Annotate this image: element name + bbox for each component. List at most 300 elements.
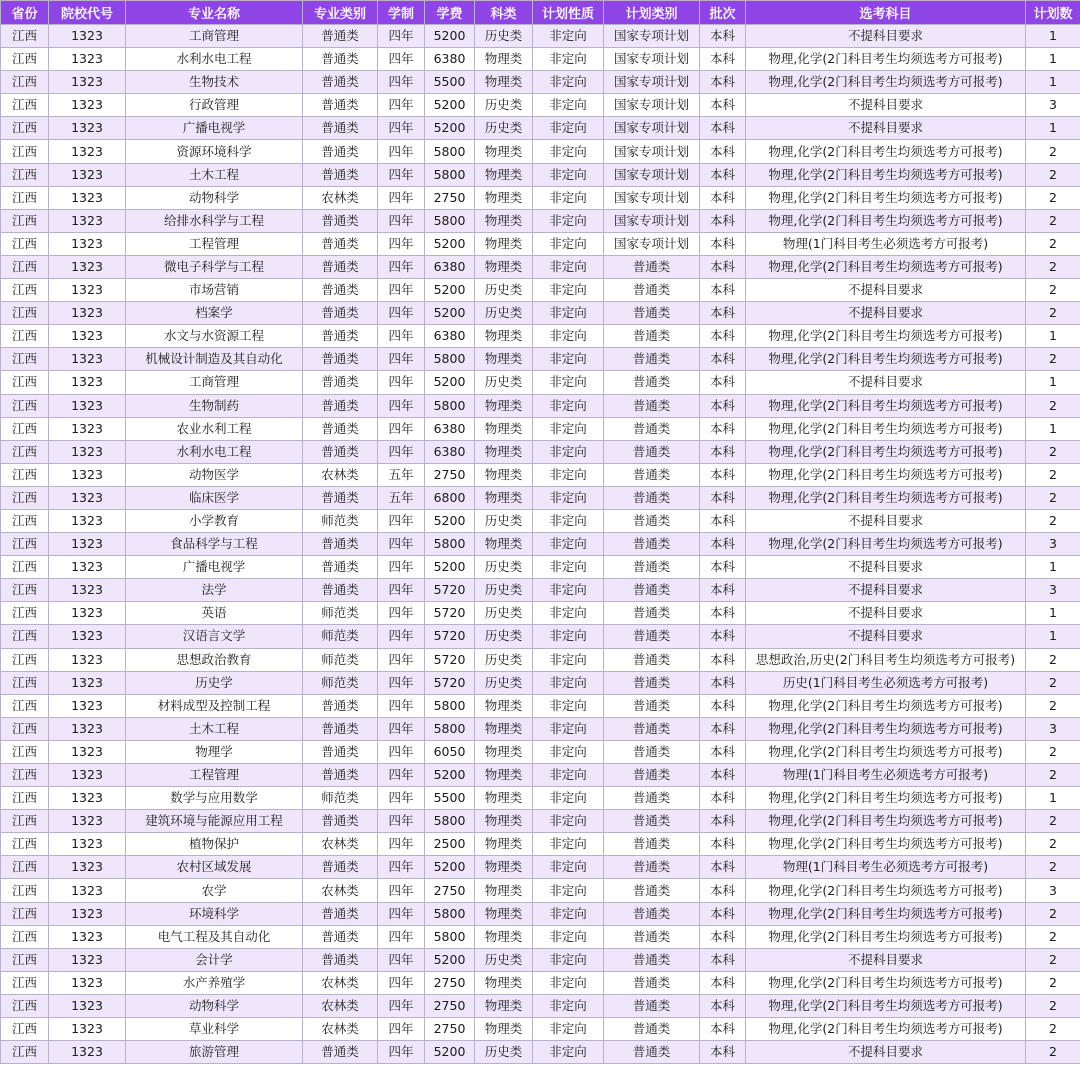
cell-major-category: 师范类 [303,602,378,625]
header-batch: 批次 [700,1,746,25]
cell-plan-type: 国家专项计划 [604,25,700,48]
table-row [1,671,1080,694]
cell-batch: 本科 [700,810,746,833]
cell-school-code: 1323 [49,117,126,140]
cell-province: 江西 [1,486,49,509]
cell-tuition: 6380 [425,255,475,278]
cell-plan-count: 2 [1026,140,1080,163]
cell-tuition: 5200 [425,856,475,879]
cell-duration: 四年 [378,348,425,371]
cell-plan-type: 普通类 [604,1041,700,1064]
cell-major-name: 英语 [126,602,303,625]
cell-plan-type: 普通类 [604,533,700,556]
table-row [1,787,1080,810]
cell-batch: 本科 [700,764,746,787]
cell-tuition: 5200 [425,117,475,140]
cell-plan-nature: 非定向 [533,787,604,810]
cell-school-code: 1323 [49,925,126,948]
cell-plan-type: 普通类 [604,463,700,486]
cell-subject-track: 物理类 [475,440,533,463]
cell-batch: 本科 [700,648,746,671]
cell-batch: 本科 [700,740,746,763]
cell-school-code: 1323 [49,48,126,71]
table-row [1,717,1080,740]
cell-plan-nature: 非定向 [533,810,604,833]
cell-duration: 四年 [378,94,425,117]
cell-plan-nature: 非定向 [533,117,604,140]
cell-province: 江西 [1,856,49,879]
cell-duration: 四年 [378,717,425,740]
cell-major-name: 农村区域发展 [126,856,303,879]
cell-duration: 四年 [378,971,425,994]
cell-subject-track: 物理类 [475,394,533,417]
cell-plan-nature: 非定向 [533,579,604,602]
cell-duration: 四年 [378,440,425,463]
cell-school-code: 1323 [49,648,126,671]
cell-batch: 本科 [700,25,746,48]
cell-plan-nature: 非定向 [533,186,604,209]
cell-batch: 本科 [700,117,746,140]
cell-tuition: 5720 [425,602,475,625]
cell-school-code: 1323 [49,810,126,833]
cell-duration: 四年 [378,302,425,325]
cell-tuition: 2750 [425,971,475,994]
cell-province: 江西 [1,371,49,394]
table-row [1,232,1080,255]
cell-subject-track: 历史类 [475,671,533,694]
cell-major-category: 农林类 [303,186,378,209]
header-major-name: 专业名称 [126,1,303,25]
cell-duration: 四年 [378,255,425,278]
cell-batch: 本科 [700,94,746,117]
cell-major-name: 广播电视学 [126,556,303,579]
cell-school-code: 1323 [49,371,126,394]
cell-required-subjects: 不提科目要求 [746,371,1026,394]
cell-major-name: 动物科学 [126,186,303,209]
cell-plan-count: 1 [1026,625,1080,648]
cell-plan-count: 3 [1026,717,1080,740]
cell-duration: 四年 [378,232,425,255]
table-row [1,879,1080,902]
cell-subject-track: 物理类 [475,163,533,186]
cell-plan-count: 2 [1026,302,1080,325]
cell-province: 江西 [1,648,49,671]
cell-plan-count: 1 [1026,371,1080,394]
cell-tuition: 5800 [425,810,475,833]
cell-major-category: 农林类 [303,971,378,994]
cell-province: 江西 [1,579,49,602]
cell-subject-track: 历史类 [475,509,533,532]
cell-required-subjects: 不提科目要求 [746,556,1026,579]
cell-tuition: 5800 [425,533,475,556]
cell-major-name: 农学 [126,879,303,902]
cell-plan-type: 普通类 [604,694,700,717]
cell-tuition: 6050 [425,740,475,763]
cell-province: 江西 [1,255,49,278]
cell-tuition: 6380 [425,440,475,463]
cell-plan-nature: 非定向 [533,371,604,394]
cell-plan-nature: 非定向 [533,671,604,694]
cell-major-category: 师范类 [303,648,378,671]
cell-required-subjects: 不提科目要求 [746,302,1026,325]
cell-duration: 四年 [378,671,425,694]
header-subject-track: 科类 [475,1,533,25]
cell-batch: 本科 [700,417,746,440]
cell-plan-type: 普通类 [604,1018,700,1041]
cell-plan-nature: 非定向 [533,232,604,255]
cell-plan-count: 3 [1026,879,1080,902]
header-plan-nature: 计划性质 [533,1,604,25]
cell-subject-track: 物理类 [475,717,533,740]
cell-plan-count: 2 [1026,925,1080,948]
cell-required-subjects: 物理,化学(2门科目考生均须选考方可报考) [746,810,1026,833]
cell-batch: 本科 [700,440,746,463]
cell-major-name: 工程管理 [126,764,303,787]
cell-major-name: 草业科学 [126,1018,303,1041]
cell-duration: 四年 [378,209,425,232]
cell-major-name: 思想政治教育 [126,648,303,671]
cell-duration: 四年 [378,948,425,971]
cell-duration: 四年 [378,25,425,48]
cell-major-name: 资源环境科学 [126,140,303,163]
cell-major-category: 农林类 [303,463,378,486]
cell-major-category: 普通类 [303,925,378,948]
cell-plan-count: 2 [1026,740,1080,763]
cell-duration: 四年 [378,1018,425,1041]
cell-major-name: 临床医学 [126,486,303,509]
cell-major-name: 材料成型及控制工程 [126,694,303,717]
cell-tuition: 5720 [425,625,475,648]
table-row [1,625,1080,648]
cell-required-subjects: 物理,化学(2门科目考生均须选考方可报考) [746,209,1026,232]
cell-batch: 本科 [700,1018,746,1041]
cell-province: 江西 [1,948,49,971]
header-province: 省份 [1,1,49,25]
cell-plan-type: 普通类 [604,302,700,325]
cell-tuition: 6800 [425,486,475,509]
cell-province: 江西 [1,509,49,532]
cell-plan-nature: 非定向 [533,694,604,717]
cell-major-name: 土木工程 [126,163,303,186]
cell-school-code: 1323 [49,279,126,302]
cell-plan-count: 1 [1026,602,1080,625]
cell-major-category: 普通类 [303,209,378,232]
cell-school-code: 1323 [49,1018,126,1041]
cell-duration: 四年 [378,71,425,94]
cell-subject-track: 物理类 [475,463,533,486]
cell-plan-count: 2 [1026,279,1080,302]
cell-school-code: 1323 [49,671,126,694]
cell-province: 江西 [1,348,49,371]
cell-required-subjects: 不提科目要求 [746,25,1026,48]
cell-plan-nature: 非定向 [533,71,604,94]
cell-subject-track: 物理类 [475,1018,533,1041]
cell-plan-nature: 非定向 [533,902,604,925]
cell-subject-track: 历史类 [475,579,533,602]
cell-duration: 四年 [378,117,425,140]
cell-major-category: 普通类 [303,48,378,71]
cell-subject-track: 历史类 [475,371,533,394]
cell-tuition: 5800 [425,163,475,186]
cell-plan-nature: 非定向 [533,1041,604,1064]
cell-school-code: 1323 [49,833,126,856]
cell-school-code: 1323 [49,994,126,1017]
cell-major-category: 师范类 [303,671,378,694]
cell-plan-type: 普通类 [604,902,700,925]
cell-plan-count: 2 [1026,255,1080,278]
cell-major-name: 历史学 [126,671,303,694]
cell-school-code: 1323 [49,71,126,94]
cell-school-code: 1323 [49,948,126,971]
cell-duration: 四年 [378,163,425,186]
cell-plan-nature: 非定向 [533,556,604,579]
cell-batch: 本科 [700,302,746,325]
cell-required-subjects: 物理,化学(2门科目考生均须选考方可报考) [746,417,1026,440]
cell-plan-type: 普通类 [604,948,700,971]
cell-major-category: 普通类 [303,856,378,879]
table-row [1,556,1080,579]
cell-school-code: 1323 [49,302,126,325]
cell-plan-type: 普通类 [604,810,700,833]
cell-province: 江西 [1,787,49,810]
cell-batch: 本科 [700,325,746,348]
cell-subject-track: 物理类 [475,994,533,1017]
cell-required-subjects: 不提科目要求 [746,579,1026,602]
cell-required-subjects: 不提科目要求 [746,625,1026,648]
cell-major-name: 市场营销 [126,279,303,302]
cell-school-code: 1323 [49,579,126,602]
cell-batch: 本科 [700,48,746,71]
cell-plan-count: 2 [1026,232,1080,255]
cell-major-name: 农业水利工程 [126,417,303,440]
cell-major-name: 食品科学与工程 [126,533,303,556]
cell-major-category: 师范类 [303,787,378,810]
cell-plan-nature: 非定向 [533,140,604,163]
cell-tuition: 5200 [425,25,475,48]
cell-subject-track: 物理类 [475,925,533,948]
cell-major-name: 汉语言文学 [126,625,303,648]
cell-plan-count: 3 [1026,533,1080,556]
cell-subject-track: 历史类 [475,279,533,302]
cell-province: 江西 [1,394,49,417]
cell-plan-type: 普通类 [604,740,700,763]
cell-required-subjects: 物理(1门科目考生必须选考方可报考) [746,856,1026,879]
cell-province: 江西 [1,94,49,117]
cell-school-code: 1323 [49,25,126,48]
cell-school-code: 1323 [49,163,126,186]
cell-major-name: 数学与应用数学 [126,787,303,810]
cell-major-name: 广播电视学 [126,117,303,140]
cell-tuition: 5200 [425,371,475,394]
cell-required-subjects: 物理,化学(2门科目考生均须选考方可报考) [746,394,1026,417]
cell-required-subjects: 物理(1门科目考生必须选考方可报考) [746,764,1026,787]
cell-plan-type: 普通类 [604,394,700,417]
cell-tuition: 5200 [425,279,475,302]
cell-major-category: 普通类 [303,117,378,140]
cell-duration: 四年 [378,48,425,71]
table-row [1,325,1080,348]
cell-major-category: 普通类 [303,71,378,94]
cell-batch: 本科 [700,348,746,371]
cell-major-name: 水利水电工程 [126,440,303,463]
cell-duration: 四年 [378,879,425,902]
cell-plan-nature: 非定向 [533,509,604,532]
cell-school-code: 1323 [49,787,126,810]
cell-tuition: 2750 [425,879,475,902]
cell-batch: 本科 [700,163,746,186]
cell-batch: 本科 [700,279,746,302]
cell-duration: 四年 [378,787,425,810]
cell-required-subjects: 物理,化学(2门科目考生均须选考方可报考) [746,71,1026,94]
cell-tuition: 5800 [425,348,475,371]
table-row [1,994,1080,1017]
cell-major-category: 普通类 [303,163,378,186]
cell-batch: 本科 [700,533,746,556]
header-plan-count: 计划数 [1026,1,1080,25]
cell-required-subjects: 不提科目要求 [746,1041,1026,1064]
cell-duration: 四年 [378,556,425,579]
cell-subject-track: 物理类 [475,856,533,879]
table-row [1,302,1080,325]
cell-duration: 四年 [378,925,425,948]
cell-school-code: 1323 [49,209,126,232]
cell-major-category: 普通类 [303,232,378,255]
table-row [1,140,1080,163]
cell-major-name: 动物医学 [126,463,303,486]
cell-required-subjects: 物理,化学(2门科目考生均须选考方可报考) [746,463,1026,486]
cell-school-code: 1323 [49,94,126,117]
cell-plan-type: 国家专项计划 [604,117,700,140]
cell-major-category: 普通类 [303,25,378,48]
cell-province: 江西 [1,71,49,94]
table-row [1,1018,1080,1041]
cell-required-subjects: 物理,化学(2门科目考生均须选考方可报考) [746,163,1026,186]
cell-plan-type: 普通类 [604,255,700,278]
cell-major-name: 建筑环境与能源应用工程 [126,810,303,833]
table-header [1,1,1080,25]
cell-plan-nature: 非定向 [533,209,604,232]
cell-province: 江西 [1,163,49,186]
cell-plan-type: 普通类 [604,971,700,994]
cell-plan-count: 2 [1026,394,1080,417]
cell-batch: 本科 [700,556,746,579]
cell-batch: 本科 [700,371,746,394]
table-row [1,856,1080,879]
cell-plan-count: 3 [1026,579,1080,602]
cell-plan-nature: 非定向 [533,417,604,440]
cell-plan-nature: 非定向 [533,325,604,348]
cell-plan-nature: 非定向 [533,625,604,648]
cell-school-code: 1323 [49,440,126,463]
cell-duration: 四年 [378,764,425,787]
cell-batch: 本科 [700,948,746,971]
cell-plan-count: 2 [1026,163,1080,186]
table-row [1,25,1080,48]
cell-plan-nature: 非定向 [533,856,604,879]
cell-plan-nature: 非定向 [533,486,604,509]
cell-plan-count: 2 [1026,1041,1080,1064]
cell-batch: 本科 [700,209,746,232]
cell-tuition: 5200 [425,1041,475,1064]
cell-batch: 本科 [700,671,746,694]
cell-plan-type: 普通类 [604,764,700,787]
cell-province: 江西 [1,556,49,579]
cell-required-subjects: 物理,化学(2门科目考生均须选考方可报考) [746,140,1026,163]
cell-province: 江西 [1,925,49,948]
cell-tuition: 5800 [425,925,475,948]
cell-plan-type: 普通类 [604,440,700,463]
cell-duration: 四年 [378,833,425,856]
cell-plan-type: 国家专项计划 [604,94,700,117]
cell-province: 江西 [1,671,49,694]
cell-plan-nature: 非定向 [533,533,604,556]
cell-duration: 四年 [378,279,425,302]
cell-tuition: 6380 [425,48,475,71]
cell-plan-nature: 非定向 [533,1018,604,1041]
cell-plan-type: 普通类 [604,556,700,579]
cell-major-name: 会计学 [126,948,303,971]
cell-duration: 五年 [378,486,425,509]
cell-tuition: 5800 [425,694,475,717]
cell-required-subjects: 不提科目要求 [746,94,1026,117]
cell-major-name: 动物科学 [126,994,303,1017]
cell-subject-track: 物理类 [475,971,533,994]
cell-province: 江西 [1,232,49,255]
cell-subject-track: 物理类 [475,325,533,348]
cell-duration: 四年 [378,810,425,833]
cell-required-subjects: 物理,化学(2门科目考生均须选考方可报考) [746,717,1026,740]
cell-school-code: 1323 [49,417,126,440]
cell-plan-nature: 非定向 [533,833,604,856]
cell-plan-count: 2 [1026,1018,1080,1041]
cell-required-subjects: 不提科目要求 [746,602,1026,625]
cell-required-subjects: 物理,化学(2门科目考生均须选考方可报考) [746,440,1026,463]
header-tuition: 学费 [425,1,475,25]
table-row [1,371,1080,394]
cell-subject-track: 历史类 [475,625,533,648]
cell-subject-track: 历史类 [475,556,533,579]
cell-province: 江西 [1,48,49,71]
cell-subject-track: 物理类 [475,902,533,925]
table-row [1,486,1080,509]
cell-subject-track: 历史类 [475,25,533,48]
cell-major-category: 普通类 [303,810,378,833]
cell-plan-type: 国家专项计划 [604,186,700,209]
cell-major-category: 普通类 [303,694,378,717]
cell-duration: 四年 [378,902,425,925]
cell-major-category: 普通类 [303,371,378,394]
cell-plan-nature: 非定向 [533,440,604,463]
cell-batch: 本科 [700,463,746,486]
cell-subject-track: 历史类 [475,648,533,671]
cell-major-name: 档案学 [126,302,303,325]
table-row [1,579,1080,602]
cell-duration: 四年 [378,694,425,717]
cell-duration: 四年 [378,579,425,602]
cell-tuition: 5800 [425,140,475,163]
cell-major-category: 普通类 [303,94,378,117]
cell-plan-nature: 非定向 [533,348,604,371]
cell-tuition: 5500 [425,71,475,94]
cell-school-code: 1323 [49,694,126,717]
cell-province: 江西 [1,833,49,856]
cell-plan-type: 普通类 [604,717,700,740]
table-row [1,279,1080,302]
cell-plan-type: 普通类 [604,348,700,371]
cell-tuition: 5200 [425,232,475,255]
cell-major-name: 水利水电工程 [126,48,303,71]
cell-plan-count: 3 [1026,94,1080,117]
